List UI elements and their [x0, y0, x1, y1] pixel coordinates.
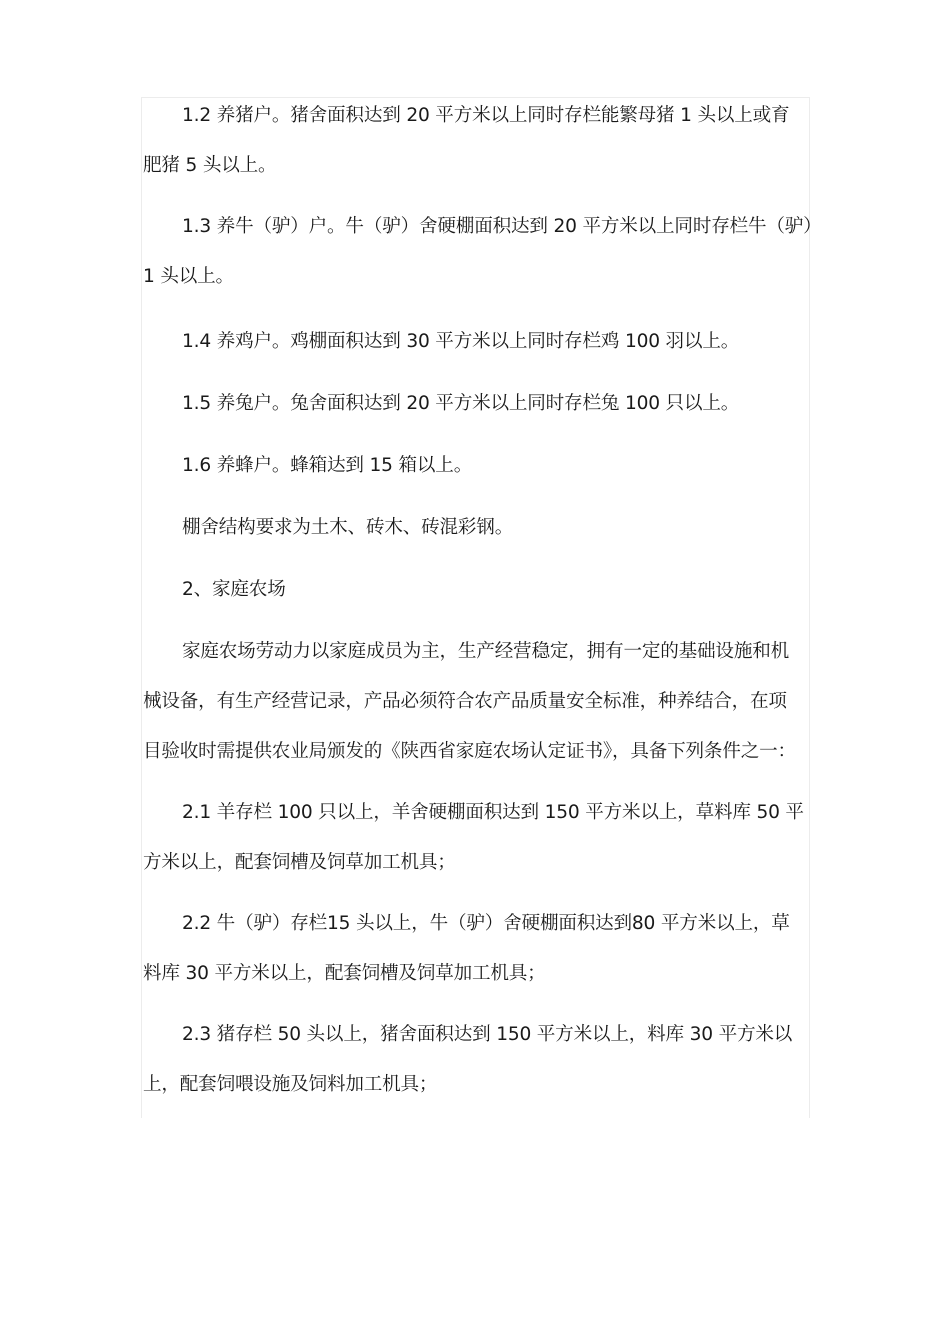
paragraph-rabbit-household: [143, 389, 739, 419]
paragraph-family-farm-intro: [143, 637, 796, 767]
text-line: 方米以上，配套饲槽及饲草加工机具；: [143, 852, 456, 873]
text-line: 2.3 猪存栏 50 头以上，猪舍面积达到 150 平方米以上，料库 30 平方米以: [182, 1024, 793, 1045]
text-line: 2.1 羊存栏 100 只以上，羊舍硬棚面积达到 150 平方米以上，草料库 50 平: [182, 802, 804, 823]
paragraph-pig-household: [143, 101, 789, 181]
text-line: 料库 30 平方米以上，配套饲槽及饲草加工机具；: [143, 963, 546, 984]
text-line: 2.2 牛（驴）存栏15 头以上，牛（驴）舍硬棚面积达到80 平方米以上，草: [182, 913, 790, 934]
paragraph-bee-household: [143, 451, 472, 481]
text-line: 1.6 养蜂户。蜂箱达到 15 箱以上。: [182, 455, 473, 476]
text-line: 棚舍结构要求为土木、砖木、砖混彩钢。: [182, 517, 514, 538]
text-line: 2、家庭农场: [182, 579, 286, 600]
text-line: 1.5 养兔户。兔舍面积达到 20 平方米以上同时存栏兔 100 只以上。: [182, 393, 740, 414]
text-line: 上，配套饲喂设施及饲料加工机具；: [143, 1074, 438, 1095]
paragraph-sheep-farm: [143, 798, 804, 878]
text-line: 1.4 养鸡户。鸡棚面积达到 30 平方米以上同时存栏鸡 100 羽以上。: [182, 331, 740, 352]
text-line: 肥猪 5 头以上。: [143, 155, 277, 176]
text-line: 1.2 养猪户。猪舍面积达到 20 平方米以上同时存栏能繁母猪 1 头以上或育: [182, 105, 790, 126]
paragraph-cattle-farm: [143, 909, 790, 989]
text-line: 目验收时需提供农业局颁发的《陕西省家庭农场认定证书》，具备下列条件之一：: [143, 741, 796, 762]
text-line: 械设备，有生产经营记录，产品必须符合农产品质量安全标准，种养结合，在项: [143, 691, 787, 712]
paragraph-shed-structure: [143, 513, 513, 543]
text-line: 1.3 养牛（驴）户。牛（驴）舍硬棚面积达到 20 平方米以上同时存栏牛（驴）: [182, 216, 822, 237]
paragraph-pig-farm: [143, 1020, 792, 1100]
text-line: 1 头以上。: [143, 266, 234, 287]
paragraph-chicken-household: [143, 327, 739, 357]
text-line: 家庭农场劳动力以家庭成员为主，生产经营稳定，拥有一定的基础设施和机: [182, 641, 789, 662]
paragraph-cattle-household: [143, 212, 822, 292]
section-heading-family-farm: [143, 575, 286, 605]
